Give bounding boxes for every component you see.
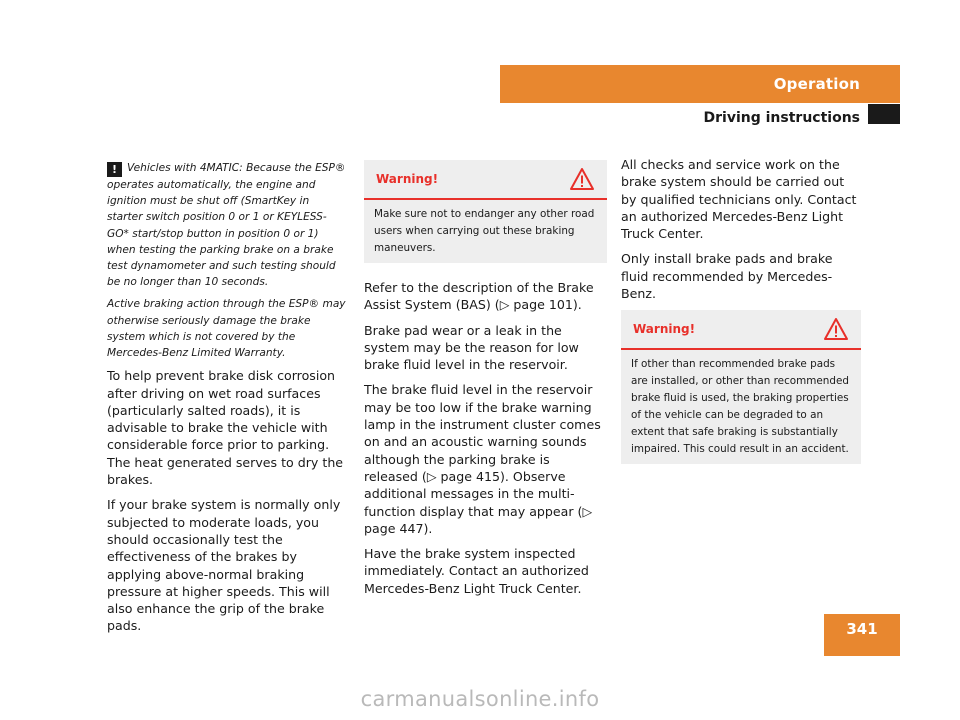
middle-body-text [364, 279, 607, 597]
warning-box-2 [621, 310, 861, 464]
damage-note [107, 160, 347, 361]
warning-text: Make sure not to endanger any other road users when carrying out these braking maneuvers. [374, 208, 595, 254]
column-middle [364, 160, 607, 605]
warning-text: If other than recommended brake pads are installed, or other than recommended brake fluid is used, the braking properties of the vehicle can be degraded to an extent that safe braking is substantially impaired. This could result in an accident. [631, 358, 849, 456]
warning-header [621, 310, 861, 350]
column-right [621, 157, 861, 464]
subsection-title: Driving instructions [703, 110, 860, 126]
paragraph-brake-test: If your brake system is normally only subjected to moderate loads, you should occasionally test the effectiveness of the brakes by applying above-normal braking pressure at higher speeds. This will also enhance the grip of the brake pads. [107, 497, 341, 634]
page-number-box [824, 614, 900, 656]
note-paragraph-2: Active braking action through the ESP® may otherwise seriously damage the brake system which is not covered by the Mercedes-Benz Limited Warranty. [107, 298, 346, 360]
warning-triangle-icon [823, 317, 849, 341]
paragraph-service: All checks and service work on the brake system should be carried out by qualified technicians only. Contact an authorized Mercedes-Benz Light Truck Center. [621, 157, 857, 242]
paragraph-inspect: Have the brake system inspected immediately. Contact an authorized Mercedes-Benz Light Truck Center. [364, 546, 589, 596]
right-body-text [621, 156, 861, 302]
left-body-text [107, 367, 347, 634]
page-number: 341 [846, 620, 878, 638]
note-paragraph-1: Vehicles with 4MATIC: Because the ESP® operates automatically, the engine and ignition must be shut off (SmartKey in starter switch position 0 or 1 or KEYLESS-GO* start/stop button in position 0 or 1) when testing the parking brake on a brake test dynamometer and such testing should be no longer than 10 seconds. [107, 162, 346, 289]
warning-triangle-icon [569, 167, 595, 191]
exclamation-icon: ! [107, 162, 122, 177]
header-tab-marker [868, 104, 900, 124]
paragraph-bas: Refer to the description of the Brake Assist System (BAS) (▷ page 101). [364, 280, 594, 313]
watermark: carmanualsonline.info [360, 687, 600, 711]
warning-header [364, 160, 607, 200]
section-title: Operation [773, 75, 860, 93]
warning-label: Warning! [633, 322, 696, 337]
paragraph-pad-wear: Brake pad wear or a leak in the system may be the reason for low brake fluid level in the reservoir. [364, 322, 579, 373]
warning-box-1 [364, 160, 607, 263]
paragraph-brake-pads: Only install brake pads and brake fluid recommended by Mercedes-Benz. [621, 251, 833, 302]
paragraph-brake-corrosion: To help prevent brake disk corrosion after driving on wet road surfaces (particularly salted roads), it is advisable to brake the vehicle with considerable force prior to parking. The heat generated serves to dry the brakes. [107, 368, 344, 488]
section-header-bar [500, 65, 900, 103]
column-left [107, 160, 347, 643]
warning-label: Warning! [376, 172, 439, 186]
paragraph-fluid-level: The brake fluid level in the reservoir may be too low if the brake warning lamp in the instrument cluster comes on and an acoustic warning sounds although the parking brake is released (▷ page 415). Observe additional messages in the multi-function display that may appear (▷ page 447). [364, 382, 601, 536]
